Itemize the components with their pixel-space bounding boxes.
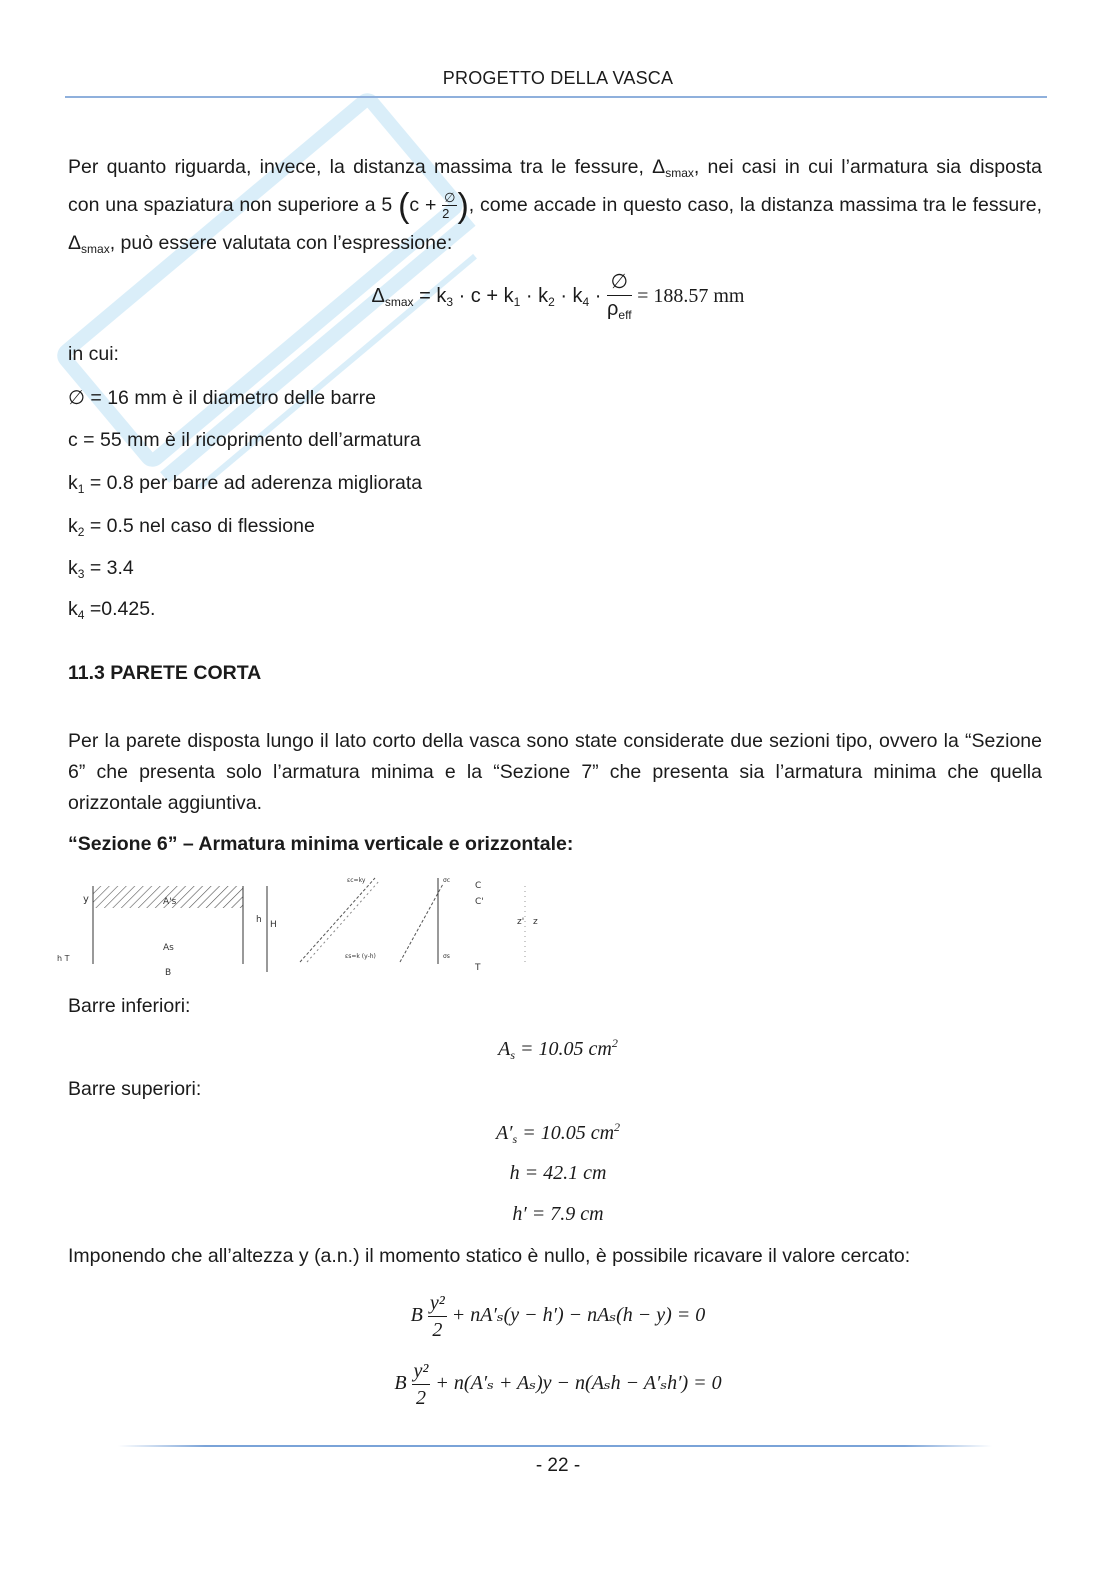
footer-divider — [118, 1445, 992, 1447]
label-eps-bot: εs=k (y-h) — [345, 953, 376, 960]
label-z: z — [533, 917, 538, 927]
stress-line — [400, 884, 443, 962]
intro-line-1: Per quanto riguarda, invece, la distanza massima tra le fessure, $\Delta_{smax}$, nei casi in cui l’armatura sia disposta — [68, 156, 1042, 180]
h-prime-equation: h′ = 7.9 cm — [512, 1203, 604, 1225]
equilibrium-equation-2: B $\frac{\text{y²}}{2}$ + n(A′ₛ + Aₛ)y − n(Aₛh − A′ₛh′) = 0 — [394, 1360, 722, 1409]
strain-line — [300, 878, 375, 962]
equilibrium-equation-1: B $\frac{\text{y²}}{2}$ + nA′ₛ(y − h′) − nAₛ(h − y) = 0 — [410, 1292, 706, 1341]
label-B: B — [165, 968, 172, 978]
label-T: T — [475, 963, 481, 973]
barre-superiori-label: Barre superiori: — [68, 1078, 202, 1100]
label-C: C — [475, 881, 482, 891]
barre-inferiori-label: Barre inferiori: — [68, 995, 191, 1017]
strain-line-2 — [307, 880, 380, 962]
label-sigma-s: σs — [443, 953, 450, 960]
label-As: As — [163, 943, 174, 953]
static-moment-text: Imponendo che all’altezza y (a.n.) il momento statico è nullo, è possibile ricavare il valore cercato: — [68, 1245, 911, 1267]
label-hT: h T — [57, 954, 70, 963]
section-diagram — [55, 872, 555, 982]
section-paragraph: Per la parete disposta lungo il lato corto della vasca sono state considerate due sezioni tipo, ovvero la “Sezione 6” che presenta solo l’armatura minima e la “Sezione 7” che presenta sia l’armatura minima che quella orizzontale aggiuntiva. — [68, 730, 1042, 814]
param-k3: $k_3 = 3.4$ — [68, 557, 134, 581]
as-prime-equation: $A'_s = 10.05$ $cm^2$ — [495, 1120, 621, 1146]
h-equation: h = 42.1 cm — [509, 1162, 607, 1184]
page-header-title: PROGETTO DELLA VASCA — [442, 68, 674, 88]
param-c: c = 55 mm è il ricoprimento dell’armatura — [68, 429, 421, 451]
label-H: H — [270, 920, 277, 930]
label-As-top: A's — [163, 897, 177, 907]
param-k4: $k_4 =0.425$. — [68, 598, 156, 622]
crack-spacing-formula: $\Delta_{smax} = k_3 \cdot c + k_1 \cdot k_2 \cdot k_4$ · $\frac{\emptyset}{\rho_{eff}}$ = 188.57 mm — [371, 271, 745, 322]
param-phi: ∅ = 16 mm è il diametro delle barre — [68, 387, 376, 409]
label-sigma-c: σc — [443, 877, 451, 884]
param-k2: $k_2 = 0.5$ nel caso di flessione — [68, 515, 315, 539]
page-number: - 22 - — [535, 1455, 581, 1476]
label-eps-top: εc=ky — [347, 877, 366, 884]
in-cui-label: in cui: — [68, 343, 119, 365]
as-equation: $A_s = 10.05$ $cm^2$ — [498, 1036, 618, 1062]
label-h: h — [256, 915, 262, 925]
header-divider — [65, 96, 1047, 98]
label-z-prime: z' — [517, 917, 525, 927]
intro-line-2: con una spaziatura non superiore a 5 (c + $\frac{\emptyset}{2}$ ), come accade in questo caso, la distanza massima tra le fessure, — [68, 187, 1042, 225]
sezione-6-subheading: “Sezione 6” – Armatura minima verticale e orizzontale: — [68, 833, 574, 855]
intro-line-3: $\Delta_{smax}$, può essere valutata con l’espressione: — [68, 232, 453, 256]
section-heading: 11.3 PARETE CORTA — [68, 662, 262, 684]
label-C-prime: C' — [475, 897, 484, 907]
param-k1: $k_1 = 0.8$ per barre ad aderenza migliorata — [68, 472, 423, 496]
label-y: y — [83, 894, 89, 905]
